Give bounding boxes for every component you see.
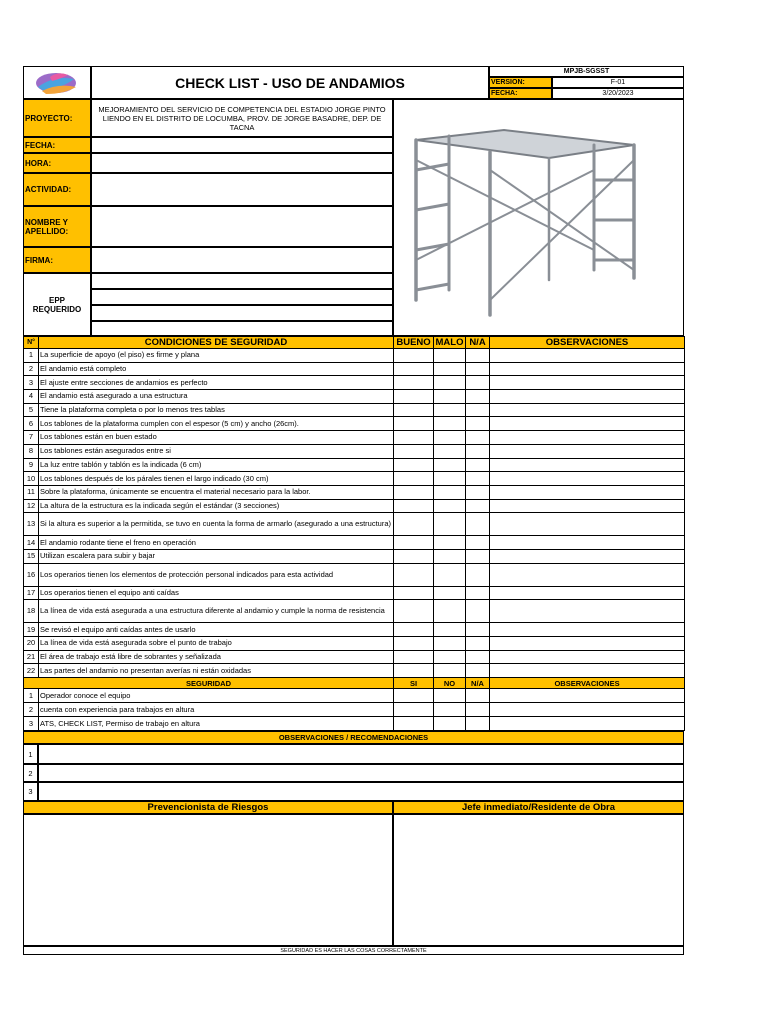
na-cell[interactable] xyxy=(466,689,490,703)
na-cell[interactable] xyxy=(466,513,490,536)
seguridad-header: SEGURIDAD xyxy=(24,678,394,689)
date-label: FECHA: xyxy=(489,88,552,99)
malo-cell[interactable] xyxy=(434,499,466,513)
na-cell[interactable] xyxy=(466,563,490,586)
observation-cell[interactable] xyxy=(490,390,685,404)
condition-text: Sobre la plataforma, únicamente se encuentra el material necesario para la labor. xyxy=(39,485,394,499)
na-cell[interactable] xyxy=(466,650,490,664)
condition-text: La superficie de apoyo (el piso) es firme y plana xyxy=(39,349,394,363)
obs-row-field[interactable] xyxy=(38,744,684,764)
bueno-cell[interactable] xyxy=(394,637,434,651)
malo-cell[interactable] xyxy=(434,403,466,417)
condition-number: 20 xyxy=(24,637,39,651)
condition-text: Si la altura es superior a la permitida, se tuvo en cuenta la forma de armarlo (asegurado a una estructura) xyxy=(39,513,394,536)
condition-text: Utilizan escalera para subir y bajar xyxy=(39,549,394,563)
condition-row xyxy=(24,536,685,550)
na-cell[interactable] xyxy=(466,499,490,513)
conditions-header: CONDICIONES DE SEGURIDAD xyxy=(39,337,394,349)
company-logo xyxy=(23,66,91,99)
bueno-cell[interactable] xyxy=(394,403,434,417)
observation-cell[interactable] xyxy=(490,376,685,390)
na-cell[interactable] xyxy=(466,664,490,678)
observation-cell[interactable] xyxy=(490,403,685,417)
na-header: N/A xyxy=(466,337,490,349)
condition-number: 12 xyxy=(24,499,39,513)
obs-row-number: 2 xyxy=(23,764,38,782)
condition-row xyxy=(24,485,685,499)
observation-cell[interactable] xyxy=(490,664,685,678)
na-cell[interactable] xyxy=(466,703,490,717)
observation-cell[interactable] xyxy=(490,703,685,717)
condition-row xyxy=(24,444,685,458)
no-header: NO xyxy=(434,678,466,689)
security-text: ATS, CHECK LIST, Permiso de trabajo en altura xyxy=(39,717,394,731)
observaciones-header: OBSERVACIONES xyxy=(490,337,685,349)
proyecto-value: MEJORAMIENTO DEL SERVICIO DE COMPETENCIA DEL ESTADIO JORGE PINTO LIENDO EN EL DISTRITO DE LOCUMBA, PROV. DE JORGE BASADRE, DEP. DE TACNA xyxy=(91,99,393,137)
condition-text: Los operarios tienen los elementos de protección personal indicados para esta actividad xyxy=(39,563,394,586)
security-row xyxy=(24,703,685,717)
prevencionista-signature-field[interactable] xyxy=(23,814,393,946)
no-cell[interactable] xyxy=(434,717,466,731)
obs-row-field[interactable] xyxy=(38,782,684,801)
version-value: F-01 xyxy=(552,77,684,88)
condition-text: Los tablones después de los párales tienen el largo indicado (30 cm) xyxy=(39,472,394,486)
bueno-cell[interactable] xyxy=(394,536,434,550)
condition-text: Las partes del andamio no presentan averías ni están oxidadas xyxy=(39,664,394,678)
no-cell[interactable] xyxy=(434,703,466,717)
page-title: CHECK LIST - USO DE ANDAMIOS xyxy=(91,66,489,99)
bueno-cell[interactable] xyxy=(394,390,434,404)
na-cell[interactable] xyxy=(466,458,490,472)
condition-number: 19 xyxy=(24,623,39,637)
na-cell[interactable] xyxy=(466,637,490,651)
bueno-cell[interactable] xyxy=(394,472,434,486)
malo-cell[interactable] xyxy=(434,536,466,550)
condition-text: Tiene la plataforma completa o por lo menos tres tablas xyxy=(39,403,394,417)
security-table xyxy=(23,677,685,731)
bueno-cell[interactable] xyxy=(394,586,434,600)
doc-code: MPJB-SGSST xyxy=(489,66,684,77)
epp-field-1[interactable] xyxy=(91,273,393,289)
condition-number: 21 xyxy=(24,650,39,664)
observaciones-recomendaciones-header: OBSERVACIONES / RECOMENDACIONES xyxy=(23,731,684,744)
nombre-label: NOMBRE Y APELLIDO: xyxy=(23,206,91,247)
bueno-cell[interactable] xyxy=(394,664,434,678)
condition-row xyxy=(24,403,685,417)
condition-row xyxy=(24,376,685,390)
na-cell[interactable] xyxy=(466,549,490,563)
condition-row xyxy=(24,586,685,600)
no-header: N° xyxy=(24,337,39,349)
condition-row xyxy=(24,563,685,586)
malo-cell[interactable] xyxy=(434,664,466,678)
si-cell[interactable] xyxy=(394,717,434,731)
condition-number: 10 xyxy=(24,472,39,486)
observation-cell[interactable] xyxy=(490,431,685,445)
bueno-cell[interactable] xyxy=(394,623,434,637)
na-cell[interactable] xyxy=(466,417,490,431)
observaciones-header: OBSERVACIONES xyxy=(490,678,685,689)
condition-number: 4 xyxy=(24,390,39,404)
observation-cell[interactable] xyxy=(490,472,685,486)
na-cell[interactable] xyxy=(466,586,490,600)
actividad-field[interactable] xyxy=(91,173,393,206)
condition-row xyxy=(24,549,685,563)
bueno-cell[interactable] xyxy=(394,376,434,390)
security-row xyxy=(24,717,685,731)
na-cell[interactable] xyxy=(466,390,490,404)
na-cell[interactable] xyxy=(466,623,490,637)
firma-label: FIRMA: xyxy=(23,247,91,273)
bueno-cell[interactable] xyxy=(394,563,434,586)
na-cell[interactable] xyxy=(466,444,490,458)
condition-text: El andamio rodante tiene el freno en operación xyxy=(39,536,394,550)
condition-number: 1 xyxy=(24,349,39,363)
condition-row xyxy=(24,513,685,536)
malo-cell[interactable] xyxy=(434,458,466,472)
condition-text: La luz entre tablón y tablón es la indicada (6 cm) xyxy=(39,458,394,472)
malo-cell[interactable] xyxy=(434,623,466,637)
bueno-cell[interactable] xyxy=(394,513,434,536)
condition-text: Los tablones de la plataforma cumplen con el espesor (5 cm) y ancho (26cm). xyxy=(39,417,394,431)
observation-cell[interactable] xyxy=(490,623,685,637)
condition-number: 18 xyxy=(24,600,39,623)
prevencionista-header: Prevencionista de Riesgos xyxy=(23,801,393,814)
observation-cell[interactable] xyxy=(490,362,685,376)
condition-number: 8 xyxy=(24,444,39,458)
epp-field-2[interactable] xyxy=(91,289,393,305)
security-text: cuenta con experiencia para trabajos en altura xyxy=(39,703,394,717)
observation-cell[interactable] xyxy=(490,637,685,651)
na-cell[interactable] xyxy=(466,376,490,390)
bueno-cell[interactable] xyxy=(394,362,434,376)
condition-text: El área de trabajo está libre de sobrantes y señalizada xyxy=(39,650,394,664)
malo-cell[interactable] xyxy=(434,376,466,390)
condition-row xyxy=(24,499,685,513)
condition-row xyxy=(24,458,685,472)
malo-cell[interactable] xyxy=(434,513,466,536)
firma-field[interactable] xyxy=(91,247,393,273)
epp-label: EPP REQUERIDO xyxy=(23,273,91,336)
condition-text: Se revisó el equipo anti caídas antes de usarlo xyxy=(39,623,394,637)
condition-number: 15 xyxy=(24,549,39,563)
version-label: VERSION: xyxy=(489,77,552,88)
security-number: 3 xyxy=(24,717,39,731)
no-cell[interactable] xyxy=(434,689,466,703)
condition-text: Los operarios tienen el equipo anti caídas xyxy=(39,586,394,600)
malo-cell[interactable] xyxy=(434,444,466,458)
conditions-table xyxy=(23,336,685,678)
observation-cell[interactable] xyxy=(490,563,685,586)
observation-cell[interactable] xyxy=(490,650,685,664)
observation-cell[interactable] xyxy=(490,689,685,703)
condition-number: 2 xyxy=(24,362,39,376)
observation-cell[interactable] xyxy=(490,349,685,363)
si-cell[interactable] xyxy=(394,689,434,703)
malo-cell[interactable] xyxy=(434,417,466,431)
fecha-field[interactable] xyxy=(91,137,393,153)
observation-cell[interactable] xyxy=(490,536,685,550)
security-number: 2 xyxy=(24,703,39,717)
obs-row-field[interactable] xyxy=(38,764,684,782)
observation-cell[interactable] xyxy=(490,586,685,600)
condition-row xyxy=(24,637,685,651)
malo-cell[interactable] xyxy=(434,431,466,445)
actividad-label: ACTIVIDAD: xyxy=(23,173,91,206)
na-cell[interactable] xyxy=(466,717,490,731)
observation-cell[interactable] xyxy=(490,485,685,499)
na-cell[interactable] xyxy=(466,472,490,486)
malo-cell[interactable] xyxy=(434,390,466,404)
fecha-label: FECHA: xyxy=(23,137,91,153)
bueno-cell[interactable] xyxy=(394,417,434,431)
condition-number: 3 xyxy=(24,376,39,390)
na-cell[interactable] xyxy=(466,362,490,376)
bueno-cell[interactable] xyxy=(394,600,434,623)
condition-text: Los tablones están asegurados entre si xyxy=(39,444,394,458)
malo-cell[interactable] xyxy=(434,362,466,376)
bueno-cell[interactable] xyxy=(394,431,434,445)
si-header: SI xyxy=(394,678,434,689)
condition-row xyxy=(24,650,685,664)
observation-cell[interactable] xyxy=(490,458,685,472)
jefe-signature-field[interactable] xyxy=(393,814,684,946)
condition-text: El ajuste entre secciones de andamios es perfecto xyxy=(39,376,394,390)
condition-text: Los tablones están en buen estado xyxy=(39,431,394,445)
condition-number: 11 xyxy=(24,485,39,499)
na-cell[interactable] xyxy=(466,349,490,363)
condition-row xyxy=(24,600,685,623)
condition-text: El andamio está completo xyxy=(39,362,394,376)
malo-cell[interactable] xyxy=(434,349,466,363)
footer-slogan: SEGURIDAD ES HACER LAS COSAS CORRECTAMENTE xyxy=(23,946,684,955)
condition-text: La línea de vida está asegurada sobre el punto de trabajo xyxy=(39,637,394,651)
condition-number: 5 xyxy=(24,403,39,417)
si-cell[interactable] xyxy=(394,703,434,717)
security-number: 1 xyxy=(24,689,39,703)
condition-row xyxy=(24,417,685,431)
condition-number: 17 xyxy=(24,586,39,600)
condition-number: 14 xyxy=(24,536,39,550)
epp-field-4[interactable] xyxy=(91,321,393,336)
condition-row xyxy=(24,349,685,363)
condition-number: 6 xyxy=(24,417,39,431)
malo-cell[interactable] xyxy=(434,485,466,499)
malo-cell[interactable] xyxy=(434,600,466,623)
observation-cell[interactable] xyxy=(490,417,685,431)
malo-cell[interactable] xyxy=(434,637,466,651)
malo-cell[interactable] xyxy=(434,650,466,664)
malo-cell[interactable] xyxy=(434,549,466,563)
obs-row-number: 3 xyxy=(23,782,38,801)
condition-text: El andamio está asegurado a una estructura xyxy=(39,390,394,404)
condition-number: 9 xyxy=(24,458,39,472)
security-text: Operador conoce el equipo xyxy=(39,689,394,703)
bueno-cell[interactable] xyxy=(394,485,434,499)
condition-text: La altura de la estructura es la indicada según el estándar (3 secciones) xyxy=(39,499,394,513)
condition-row xyxy=(24,472,685,486)
condition-row xyxy=(24,390,685,404)
observation-cell[interactable] xyxy=(490,717,685,731)
security-row xyxy=(24,689,685,703)
date-value: 3/20/2023 xyxy=(552,88,684,99)
checklist-sheet xyxy=(23,66,684,955)
bueno-header: BUENO xyxy=(394,337,434,349)
bueno-cell[interactable] xyxy=(394,349,434,363)
na-cell[interactable] xyxy=(466,485,490,499)
bueno-cell[interactable] xyxy=(394,444,434,458)
condition-row xyxy=(24,664,685,678)
bueno-cell[interactable] xyxy=(394,499,434,513)
observation-cell[interactable] xyxy=(490,549,685,563)
na-header: N/A xyxy=(466,678,490,689)
na-cell[interactable] xyxy=(466,403,490,417)
observation-cell[interactable] xyxy=(490,600,685,623)
condition-row xyxy=(24,431,685,445)
na-cell[interactable] xyxy=(466,536,490,550)
condition-text: La línea de vida está asegurada a una estructura diferente al andamio y cumple la norma de resistencia xyxy=(39,600,394,623)
observation-cell[interactable] xyxy=(490,499,685,513)
jefe-inmediato-header: Jefe inmediato/Residente de Obra xyxy=(393,801,684,814)
malo-cell[interactable] xyxy=(434,472,466,486)
condition-number: 13 xyxy=(24,513,39,536)
condition-row xyxy=(24,623,685,637)
na-cell[interactable] xyxy=(466,431,490,445)
scaffold-image xyxy=(393,99,684,336)
proyecto-label: PROYECTO: xyxy=(23,99,91,137)
obs-row-number: 1 xyxy=(23,744,38,764)
hora-label: HORA: xyxy=(23,153,91,173)
bueno-cell[interactable] xyxy=(394,549,434,563)
malo-cell[interactable] xyxy=(434,563,466,586)
bueno-cell[interactable] xyxy=(394,650,434,664)
condition-number: 16 xyxy=(24,563,39,586)
nombre-field[interactable] xyxy=(91,206,393,247)
condition-number: 22 xyxy=(24,664,39,678)
malo-header: MALO xyxy=(434,337,466,349)
hora-field[interactable] xyxy=(91,153,393,173)
condition-number: 7 xyxy=(24,431,39,445)
bueno-cell[interactable] xyxy=(394,458,434,472)
malo-cell[interactable] xyxy=(434,586,466,600)
observation-cell[interactable] xyxy=(490,513,685,536)
na-cell[interactable] xyxy=(466,600,490,623)
epp-field-3[interactable] xyxy=(91,305,393,321)
condition-row xyxy=(24,362,685,376)
observation-cell[interactable] xyxy=(490,444,685,458)
